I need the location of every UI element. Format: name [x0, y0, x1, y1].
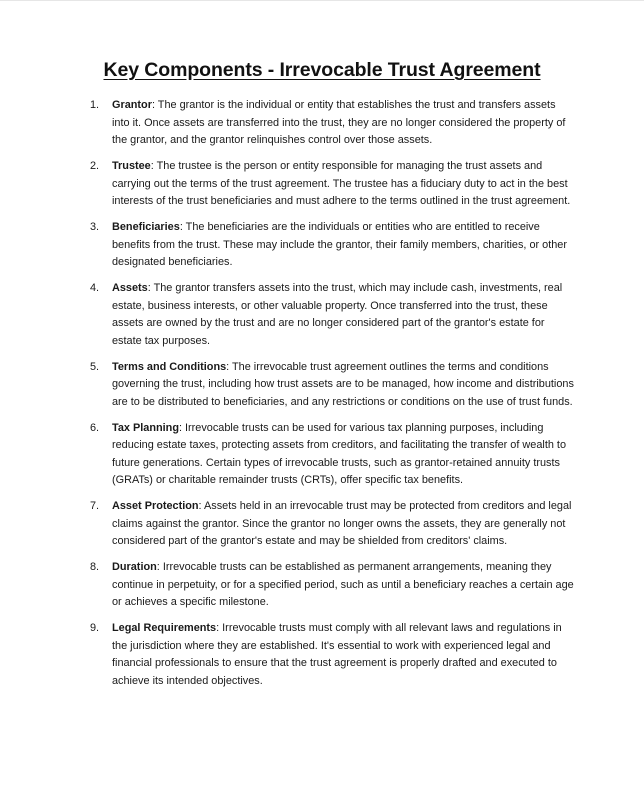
list-item-number: 4. [90, 282, 100, 294]
list-item-number: 1. [90, 99, 100, 111]
list-item-number: 5. [90, 360, 100, 373]
list-item-text: : Irrevocable trusts can be used for various tax planning purposes, including reducing estate taxes, protecting assets from creditors, and facilitating the transfer of wealth to future generations. Certain types of irrevocable trusts, such as grantor-retained annuity trusts (GRATs) or charitable remainder trusts (CRTs), offer specific tax benefits. [112, 421, 567, 486]
list-item-duration [0, 559, 644, 612]
list-item-number: 9. [90, 622, 100, 634]
list-item-text: : Assets held in an irrevocable trust may be protected from creditors and legal claims against the grantor. Since the grantor no longer owns the assets, they are generally not considered part of the grantor's estate and may be shielded from creditors' claims. [112, 500, 572, 547]
list-item-number: 3. [90, 221, 100, 233]
list-item-trustee [0, 158, 644, 211]
list-item-number: 8. [90, 561, 100, 573]
list-item-assets [0, 280, 644, 350]
list-item-text: : Irrevocable trusts must comply with all relevant laws and regulations in the jurisdiction where they are established. It's essential to work with experienced legal and financial professionals to ensure that the trust agreement is properly drafted and executed to achieve its intended objectives. [112, 622, 562, 687]
list-item-legal-requirements [0, 620, 644, 690]
list-item-term: Duration [112, 561, 157, 573]
components-list [0, 97, 644, 699]
list-item-tax-planning [0, 420, 644, 490]
list-item-text: : The grantor is the individual or entity that establishes the trust and transfers assets into it. Once assets are transferred into the trust, they are no longer considered the property of the grantor, and the grantor relinquishes control over those assets. [112, 99, 566, 146]
list-item-number: 2. [90, 160, 100, 172]
list-item-terms-and-conditions [0, 359, 644, 412]
list-item-term: Tax Planning [112, 421, 179, 434]
list-item-term: Assets [112, 282, 148, 294]
list-item-term: Trustee [112, 160, 151, 172]
list-item-beneficiaries [0, 219, 644, 272]
list-item-text: : Irrevocable trusts can be established as permanent arrangements, meaning they continue in perpetuity, or for a specified period, such as until a beneficiary reaches a certain age or achieves a specific milestone. [112, 561, 574, 608]
list-item-term: Legal Requirements [112, 622, 217, 634]
list-item-asset-protection [0, 498, 644, 551]
list-item-text: : The irrevocable trust agreement outlines the terms and conditions governing the trust, including how trust assets are to be managed, how income and distributions are to be distributed to beneficiaries, and any restrictions or conditions on the use of trust funds. [112, 360, 574, 408]
list-item-text: : The trustee is the person or entity responsible for managing the trust assets and carrying out the terms of the trust agreement. The trustee has a fiduciary duty to act in the best interests of the trust beneficiaries and must adhere to the terms outlined in the trust agreement. [112, 160, 571, 207]
list-item-number: 7. [90, 500, 100, 512]
list-item-grantor [0, 97, 644, 150]
document-title: Key Components - Irrevocable Trust Agreement [103, 59, 541, 81]
list-item-term: Grantor [112, 99, 152, 111]
list-item-term: Beneficiaries [112, 221, 180, 233]
list-item-term: Terms and Conditions [112, 360, 227, 373]
list-item-text: : The grantor transfers assets into the trust, which may include cash, investments, real estate, business interests, or other valuable property. Once transferred into the trust, these assets are owned by the trust and are no longer considered part of the grantor's estate for estate tax purposes. [112, 282, 563, 347]
list-item-term: Asset Protection [112, 500, 199, 512]
list-item-number: 6. [90, 421, 100, 434]
list-item-text: : The beneficiaries are the individuals or entities who are entitled to receive benefits from the trust. These may include the grantor, their family members, charities, or other designated beneficiaries. [112, 221, 567, 268]
